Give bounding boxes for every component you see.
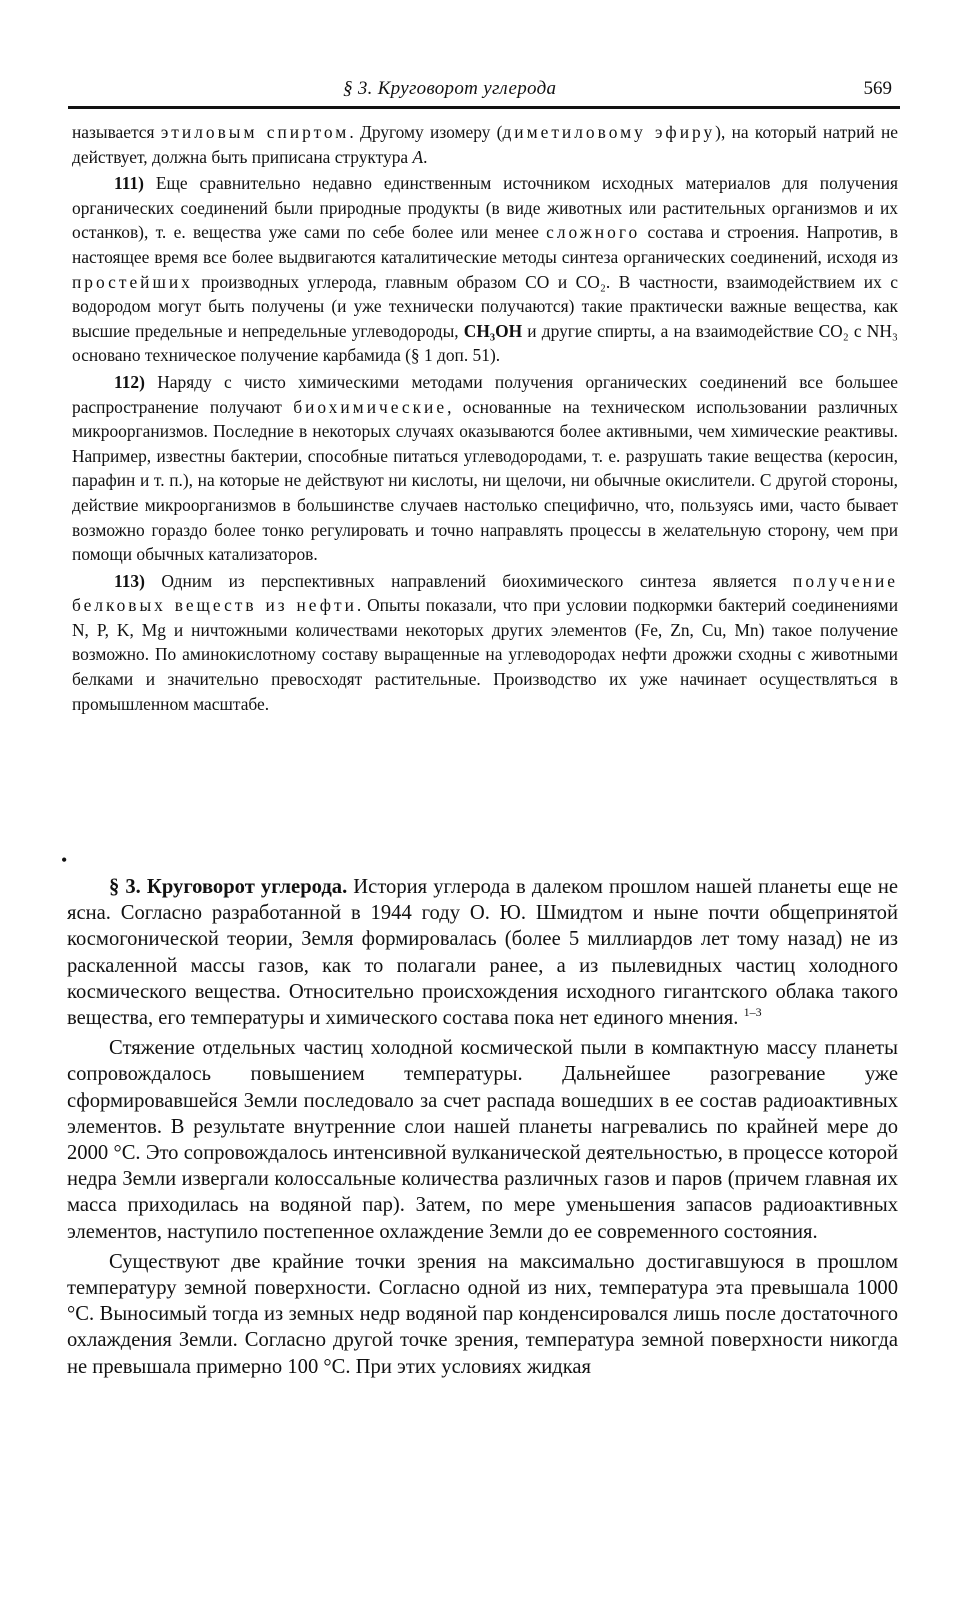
emphasis-text: диметиловому эфиру	[502, 122, 716, 142]
note-continuation	[72, 120, 898, 169]
section-paragraph-1	[67, 874, 898, 1031]
note-number: 111)	[114, 173, 144, 194]
text-run: производных углерода, главным образом CO и CO₂. В частности, взаимодействием их с водородом могут быть получены (и уже технически получаются) такие практически важные вещества, как высшие предельные и непредельные углеводороды,	[72, 271, 898, 341]
text-run: и другие спирты, а на взаимодействие CO₂ с NH₃ основано техническое получение карбамида (§ 1 доп. 51).	[72, 320, 898, 366]
text-run: , основанные на техническом использовании различных микроорганизмов. Последние в некоторых случаях оказываются более активными, чем химические реактивы. Например, известны бактерии, способные питаться углеводородами, т. е. разрушать такие вещества (керосин, парафин и т. п.), на которые не действуют ни кислоты, ни щелочи, ни обычные окислители. С другой стороны, действие микроорганизмов в большинстве случаев настолько специфично, что, пользуясь ими, часто бывает возможно гораздо более тонко регулировать и точно направлять процессы в желательную сторону, чем при помощи обычных катализаторов.	[72, 396, 898, 565]
text-run: История углерода в далеком прошлом нашей планеты еще не ясна. Согласно разработанной в 1944 году О. Ю. Шмидтом и ныне почти общепринятой космогонической теории, Земля формировалась (более 5 миллиардов лет тому назад) не из раскаленной массы газов, как то полагали ранее, а из пылевидных частиц холодного космического вещества. Относительно происхождения исходного гигантского облака такого вещества, его температуры и химического состава пока нет единого мнения.	[67, 876, 898, 1030]
section-paragraph-3: Существуют две крайние точки зрения на максимально достигавшуюся в прошлом температуру земной поверхности. Согласно одной из них, температура эта превышала 1000 °C. Выносимый тогда из земных недр водяной пар конденсировался лишь после достаточного охлаждения Земли. Согласно другой точке зрения, температура земной поверхности никогда не превышала примерно 100 °C. При этих условиях жидкая	[67, 1250, 898, 1378]
emphasis-text: биохимические	[293, 396, 448, 417]
note-113	[72, 569, 898, 717]
text-run: . Другому изомеру (	[349, 122, 503, 142]
section-paragraph-2: Стяжение отдельных частиц холодной космической пыли в компактную массу планеты сопровождалось повышением температуры. Дальнейшее разогревание уже сформировавшейся Земли последовало за счет распада вошедших в ее состав радиоактивных элементов. В результате внутренние слои нашей планеты нагревались по крайней мере до 2000 °C. Это сопровождалось интенсивной вулканической деятельностью, в процессе которой недра Земли извергали колоссальные количества различных газов и паров (причем главная их масса приходилась на водяной пар). Затем, по мере уменьшения запасов радиоактивных элементов, наступило постепенное охлаждение Земли до ее современного состояния.	[67, 1037, 898, 1243]
emphasis-text: этиловым спиртом	[160, 122, 350, 142]
notes-section	[72, 120, 898, 718]
text-run: состава и строения. Напротив, в настоящее время все более выдвигаются каталитические методы синтеза органических соединений, исходя из	[72, 222, 898, 267]
note-111	[72, 171, 898, 368]
running-title: § 3. Круговорот углерода	[343, 78, 557, 99]
text-run: . Опыты показали, что при условии подкормки бактерий соединениями N, P, K, Mg и ничтожными количествами некоторых других элементов (Fe, Zn, Cu, Mn) такое получение возможно. По аминокислотному составу выращенные на углеводородах нефти дрожжи сходны с животными белками и значительно превосходят растительные. Производство их уже начинает осуществляться в промышленном масштабе.	[72, 595, 898, 714]
emphasis-text: простейших	[72, 271, 193, 292]
note-number: 113)	[114, 570, 145, 591]
emphasis-text: получение белковых веществ из нефти	[72, 570, 898, 616]
emphasis-text: сложного	[546, 222, 641, 243]
text-run: .	[423, 146, 428, 167]
reference-marker: 1–3	[743, 1005, 762, 1020]
main-section	[67, 874, 898, 1384]
text-run: Наряду с чисто химическими методами получения органических соединений все большее распространение получают	[72, 371, 898, 417]
header-rule	[68, 106, 900, 109]
text-run: называется	[72, 122, 161, 142]
note-number: 112)	[114, 371, 145, 392]
stray-mark: •	[61, 850, 68, 870]
page-number: 569	[863, 78, 892, 99]
note-112	[72, 370, 898, 567]
page-header	[68, 74, 900, 104]
text-run: ), на который натрий не действует, должна быть приписана структура	[72, 122, 899, 167]
structure-label: A	[412, 146, 424, 167]
text-run: Еще сравнительно недавно единственным источником исходных материалов для получения органических соединений были природные продукты (в виде животных или растительных организмов и их останков), т. е. вещества уже сами по себе более или менее	[72, 173, 898, 243]
section-heading: § 3. Круговорот углерода.	[109, 876, 348, 898]
formula-text: CH₃OH	[463, 320, 523, 341]
text-run: Одним из перспективных направлений биохимического синтеза является	[144, 570, 794, 591]
